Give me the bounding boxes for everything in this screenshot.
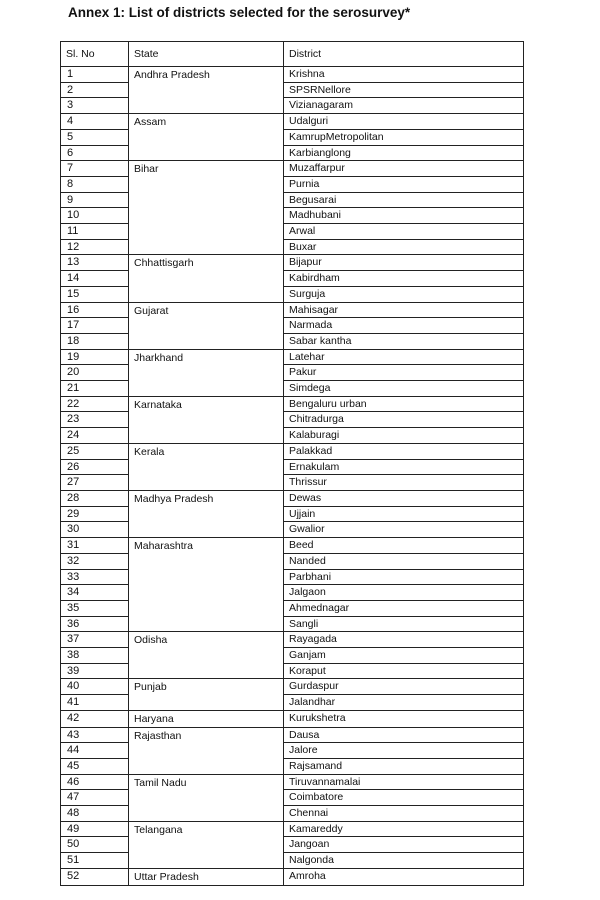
district-cell: Sabar kantha [284, 333, 524, 349]
district-cell: Kurukshetra [284, 710, 524, 727]
district-cell: Arwal [284, 224, 524, 240]
sl-no-cell: 49 [61, 821, 129, 837]
district-cell: Madhubani [284, 208, 524, 224]
sl-no-cell: 37 [61, 632, 129, 648]
header-state: State [129, 42, 284, 67]
sl-no-cell: 48 [61, 806, 129, 822]
district-cell: SPSRNellore [284, 82, 524, 98]
sl-no-cell: 28 [61, 490, 129, 506]
state-cell: Maharashtra [129, 538, 284, 632]
sl-no-cell: 31 [61, 538, 129, 554]
state-cell: Jharkhand [129, 349, 284, 396]
sl-no-cell: 39 [61, 663, 129, 679]
sl-no-cell: 52 [61, 868, 129, 885]
state-cell: Haryana [129, 710, 284, 727]
district-cell: Karbianglong [284, 145, 524, 161]
sl-no-cell: 3 [61, 98, 129, 114]
district-cell: Ujjain [284, 506, 524, 522]
sl-no-cell: 45 [61, 758, 129, 774]
district-cell: Parbhani [284, 569, 524, 585]
state-cell: Assam [129, 114, 284, 161]
sl-no-cell: 47 [61, 790, 129, 806]
sl-no-cell: 8 [61, 176, 129, 192]
sl-no-cell: 20 [61, 365, 129, 381]
district-cell: Latehar [284, 349, 524, 365]
table-row [61, 774, 524, 790]
district-cell: Pakur [284, 365, 524, 381]
table-header [61, 42, 524, 67]
district-cell: Kalaburagi [284, 428, 524, 444]
table-row [61, 349, 524, 365]
sl-no-cell: 25 [61, 443, 129, 459]
state-cell: Bihar [129, 161, 284, 255]
district-cell: Palakkad [284, 443, 524, 459]
state-cell: Telangana [129, 821, 284, 868]
district-cell: Kamareddy [284, 821, 524, 837]
table-row [61, 114, 524, 130]
district-cell: KamrupMetropolitan [284, 129, 524, 145]
district-cell: Jalandhar [284, 695, 524, 711]
table-row [61, 821, 524, 837]
district-cell: Amroha [284, 868, 524, 885]
district-cell: Nalgonda [284, 853, 524, 869]
sl-no-cell: 32 [61, 553, 129, 569]
sl-no-cell: 11 [61, 224, 129, 240]
table-row [61, 396, 524, 412]
sl-no-cell: 9 [61, 192, 129, 208]
sl-no-cell: 51 [61, 853, 129, 869]
sl-no-cell: 34 [61, 585, 129, 601]
district-cell: Jalore [284, 743, 524, 759]
district-cell: Koraput [284, 663, 524, 679]
district-cell: Krishna [284, 67, 524, 83]
district-cell: Simdega [284, 381, 524, 397]
district-cell: Muzaffarpur [284, 161, 524, 177]
district-cell: Bijapur [284, 255, 524, 271]
sl-no-cell: 12 [61, 239, 129, 255]
sl-no-cell: 26 [61, 459, 129, 475]
table-row [61, 679, 524, 695]
state-cell: Rajasthan [129, 727, 284, 774]
state-cell: Tamil Nadu [129, 774, 284, 821]
sl-no-cell: 7 [61, 161, 129, 177]
district-cell: Beed [284, 538, 524, 554]
header-sl-no: Sl. No [61, 42, 129, 67]
sl-no-cell: 14 [61, 271, 129, 287]
district-cell: Bengaluru urban [284, 396, 524, 412]
state-cell: Madhya Pradesh [129, 490, 284, 537]
sl-no-cell: 42 [61, 710, 129, 727]
district-cell: Thrissur [284, 475, 524, 491]
header-district: District [284, 42, 524, 67]
table-row [61, 710, 524, 727]
district-cell: Ahmednagar [284, 600, 524, 616]
sl-no-cell: 13 [61, 255, 129, 271]
district-cell: Chitradurga [284, 412, 524, 428]
district-cell: Sangli [284, 616, 524, 632]
sl-no-cell: 17 [61, 318, 129, 334]
sl-no-cell: 43 [61, 727, 129, 743]
sl-no-cell: 29 [61, 506, 129, 522]
sl-no-cell: 35 [61, 600, 129, 616]
table-row [61, 443, 524, 459]
state-cell: Punjab [129, 679, 284, 710]
sl-no-cell: 50 [61, 837, 129, 853]
table-row [61, 727, 524, 743]
table-body [61, 67, 524, 886]
state-cell: Odisha [129, 632, 284, 679]
sl-no-cell: 36 [61, 616, 129, 632]
district-cell: Tiruvannamalai [284, 774, 524, 790]
district-cell: Rayagada [284, 632, 524, 648]
state-cell: Andhra Pradesh [129, 67, 284, 114]
state-cell: Gujarat [129, 302, 284, 349]
sl-no-cell: 15 [61, 286, 129, 302]
sl-no-cell: 16 [61, 302, 129, 318]
district-cell: Purnia [284, 176, 524, 192]
district-cell: Jalgaon [284, 585, 524, 601]
state-cell: Kerala [129, 443, 284, 490]
sl-no-cell: 18 [61, 333, 129, 349]
districts-table [60, 41, 524, 886]
district-cell: Kabirdham [284, 271, 524, 287]
sl-no-cell: 10 [61, 208, 129, 224]
district-cell: Dewas [284, 490, 524, 506]
district-cell: Buxar [284, 239, 524, 255]
sl-no-cell: 30 [61, 522, 129, 538]
table-row [61, 868, 524, 885]
sl-no-cell: 4 [61, 114, 129, 130]
document-title: Annex 1: List of districts selected for the serosurvey* [68, 5, 411, 20]
sl-no-cell: 38 [61, 648, 129, 664]
district-cell: Ernakulam [284, 459, 524, 475]
district-cell: Ganjam [284, 648, 524, 664]
sl-no-cell: 23 [61, 412, 129, 428]
table-row [61, 255, 524, 271]
sl-no-cell: 24 [61, 428, 129, 444]
header-row [61, 42, 524, 67]
district-cell: Begusarai [284, 192, 524, 208]
sl-no-cell: 40 [61, 679, 129, 695]
district-cell: Mahisagar [284, 302, 524, 318]
table-row [61, 302, 524, 318]
table-row [61, 632, 524, 648]
state-cell: Karnataka [129, 396, 284, 443]
sl-no-cell: 21 [61, 381, 129, 397]
table-row [61, 161, 524, 177]
district-cell: Dausa [284, 727, 524, 743]
sl-no-cell: 33 [61, 569, 129, 585]
district-cell: Gwalior [284, 522, 524, 538]
state-cell: Chhattisgarh [129, 255, 284, 302]
district-cell: Chennai [284, 806, 524, 822]
sl-no-cell: 19 [61, 349, 129, 365]
district-cell: Surguja [284, 286, 524, 302]
district-cell: Nanded [284, 553, 524, 569]
district-cell: Udalguri [284, 114, 524, 130]
sl-no-cell: 1 [61, 67, 129, 83]
sl-no-cell: 44 [61, 743, 129, 759]
sl-no-cell: 41 [61, 695, 129, 711]
table-row [61, 538, 524, 554]
sl-no-cell: 6 [61, 145, 129, 161]
table-row [61, 67, 524, 83]
sl-no-cell: 2 [61, 82, 129, 98]
district-cell: Jangoan [284, 837, 524, 853]
sl-no-cell: 22 [61, 396, 129, 412]
state-cell: Uttar Pradesh [129, 868, 284, 885]
sl-no-cell: 46 [61, 774, 129, 790]
district-cell: Rajsamand [284, 758, 524, 774]
district-cell: Gurdaspur [284, 679, 524, 695]
sl-no-cell: 27 [61, 475, 129, 491]
sl-no-cell: 5 [61, 129, 129, 145]
district-cell: Narmada [284, 318, 524, 334]
district-cell: Coimbatore [284, 790, 524, 806]
table-row [61, 490, 524, 506]
district-cell: Vizianagaram [284, 98, 524, 114]
